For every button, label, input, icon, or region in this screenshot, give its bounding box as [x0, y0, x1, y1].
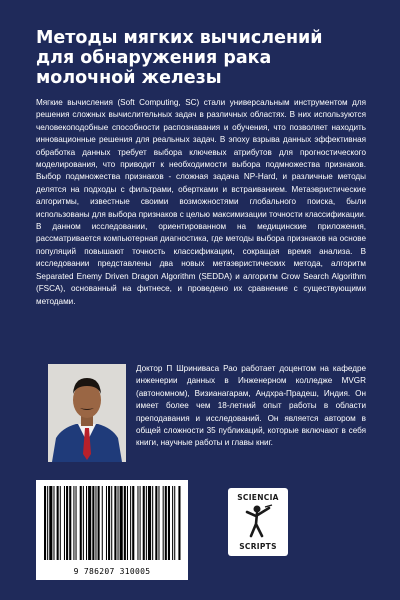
scientist-icon — [243, 504, 273, 538]
author-bio: Доктор П Шриниваса Рао работает доцентом на кафедре инженерии данных в Инженерном колледже MVGR (автономном), Визианагарам, Андхра-Прадеш, Индия. Он имеет более чем 18-летний опыт работы в области преподавания и исследований. Он является автором в общей сложности 35 публикаций, которые включают в себя книги, научные работы и главы книг. — [136, 364, 366, 448]
book-title: Методы мягких вычислений для обнаружения рака молочной железы — [36, 28, 323, 88]
author-photo — [48, 364, 126, 462]
isbn-number: 9 786207 310005 — [73, 567, 151, 576]
isbn-barcode — [36, 480, 188, 580]
publisher-name-line1: SCIENCIA — [237, 493, 279, 502]
publisher-name-line2: SCRIPTS — [239, 542, 277, 551]
book-abstract: Мягкие вычисления (Soft Computing, SC) стали универсальным инструментом для решения сложных вычислительных задач в различных областях. В них используются человекоподобные способности распознавания и обучения, что позволяет находить инновационные решения для реальных задач. В эпоху взрыва данных эффективная обработка данных требует выбора ключевых атрибутов для прогностического моделирования, что приводит к необходимости выбора подмножества признаков. Выбор подмножества признаков - сложная задача NP-Hard, и различные методы делятся на подходы с фильтрами, обертками и встраиванием. Метаэвристические алгоритмы, известные своими возможностями глобального поиска, были использованы для выбора признаков с целью максимизации точности классификации. В данном исследовании, ориентированном на медицинские приложения, рассматривается компьютерная диагностика, где методы выбора признаков на основе популяций повышают точность классификации, сокращая время анализа. В исследовании представлены два новых метаэвристических метода, алгоритм Separated Enemy Driven Dragon Algorithm (SEDDA) и алгоритм Crow Search Algorithm (FSCA), основанный на фитнесе, и проведено их сравнение с существующими методами. — [36, 98, 366, 306]
publisher-logo — [228, 488, 288, 556]
